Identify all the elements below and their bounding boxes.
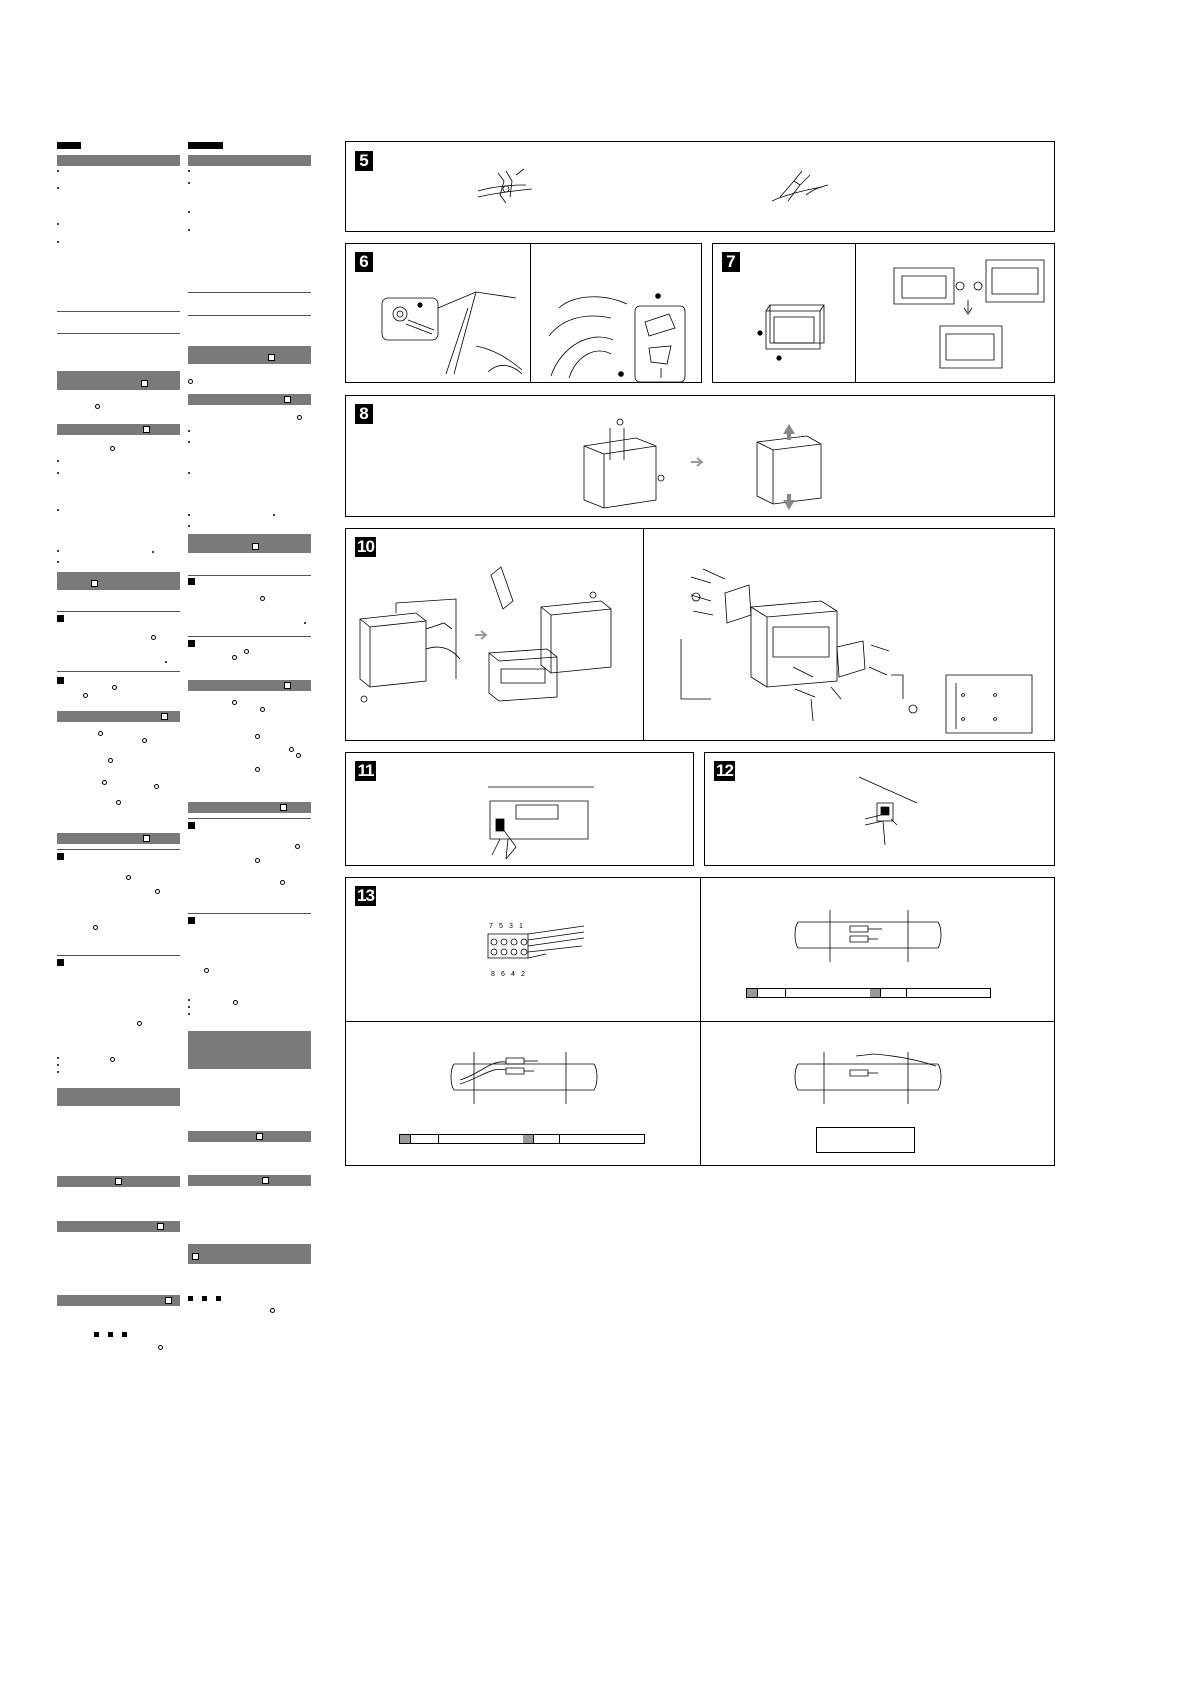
section-bar	[57, 1221, 180, 1232]
section-bar	[57, 1176, 180, 1187]
figure-13-badge: 13	[355, 886, 376, 906]
section-bar	[188, 680, 311, 691]
section-bar	[57, 833, 180, 844]
connector-pin-label: 5	[499, 923, 503, 930]
wiring-diagram-bottom-left	[454, 1050, 594, 1110]
connector-pin-label: 4	[511, 971, 515, 978]
figure-12-panel	[704, 752, 1055, 866]
mounting-sleeve-keys-drawing	[576, 416, 666, 516]
connector-pin-label: 3	[509, 923, 513, 930]
section-bar	[57, 424, 180, 435]
front-panel-release-drawing	[748, 299, 838, 369]
section-bar	[57, 371, 180, 390]
section-bar	[57, 1088, 180, 1106]
connector-pin-label: 6	[501, 971, 505, 978]
figure-12-badge: 12	[714, 761, 735, 781]
arrow-right-icon	[690, 456, 704, 468]
fuse-replacement-drawing	[857, 775, 921, 845]
note-box	[816, 1127, 915, 1153]
figure-10-panel	[345, 528, 1055, 741]
section-bar	[57, 572, 180, 590]
figure-11-panel	[345, 752, 694, 866]
reset-button-drawing	[486, 783, 596, 863]
section-bar	[188, 155, 311, 166]
section-bar	[188, 1244, 311, 1264]
cable-pliers-drawing	[770, 167, 830, 207]
connector-pinout-drawing	[486, 924, 586, 964]
connection-table	[746, 988, 991, 998]
connector-pin-label: 7	[489, 923, 493, 930]
connector-pin-label: 2	[521, 971, 525, 978]
connector-pin-label: 1	[519, 923, 523, 930]
unit-installation-drawing	[481, 557, 641, 717]
language-tab	[57, 142, 81, 149]
figure-6-badge: 6	[355, 252, 373, 272]
connection-table	[399, 1134, 645, 1144]
bracket-mounting-drawing	[651, 549, 1051, 739]
figure-8-badge: 8	[355, 404, 373, 424]
section-bar	[57, 1295, 180, 1306]
microphone-clip-drawing	[376, 264, 526, 382]
language-tab	[188, 142, 223, 149]
figure-5-badge: 5	[355, 151, 373, 171]
figure-13-panel	[345, 877, 1055, 1166]
wiring-diagram-bottom-right	[798, 1046, 938, 1110]
figure-8-panel	[345, 395, 1055, 517]
section-bar	[188, 1031, 311, 1069]
microphone-mount-drawing	[541, 266, 691, 381]
section-bar	[188, 394, 311, 405]
front-panel-assembly-drawing	[888, 256, 1053, 376]
section-bar	[188, 802, 311, 813]
figure-5-panel	[345, 141, 1055, 232]
section-bar	[57, 155, 180, 166]
wiring-diagram-top-right	[798, 908, 938, 968]
figure-10-badge: 10	[355, 537, 376, 557]
section-bar	[188, 534, 311, 553]
cable-clamp-drawing	[476, 167, 536, 207]
section-bar	[57, 711, 180, 722]
sleeve-insertion-drawing	[356, 589, 471, 709]
connector-pin-label: 8	[491, 971, 495, 978]
section-bar	[188, 1175, 311, 1186]
section-bar	[188, 346, 311, 364]
figure-11-badge: 11	[355, 761, 376, 781]
figure-7-badge: 7	[722, 252, 740, 272]
mounting-sleeve-removal-drawing	[751, 422, 826, 512]
section-bar	[188, 1131, 311, 1142]
figure-7-panel	[712, 243, 1055, 383]
figure-6-panel	[345, 243, 702, 383]
